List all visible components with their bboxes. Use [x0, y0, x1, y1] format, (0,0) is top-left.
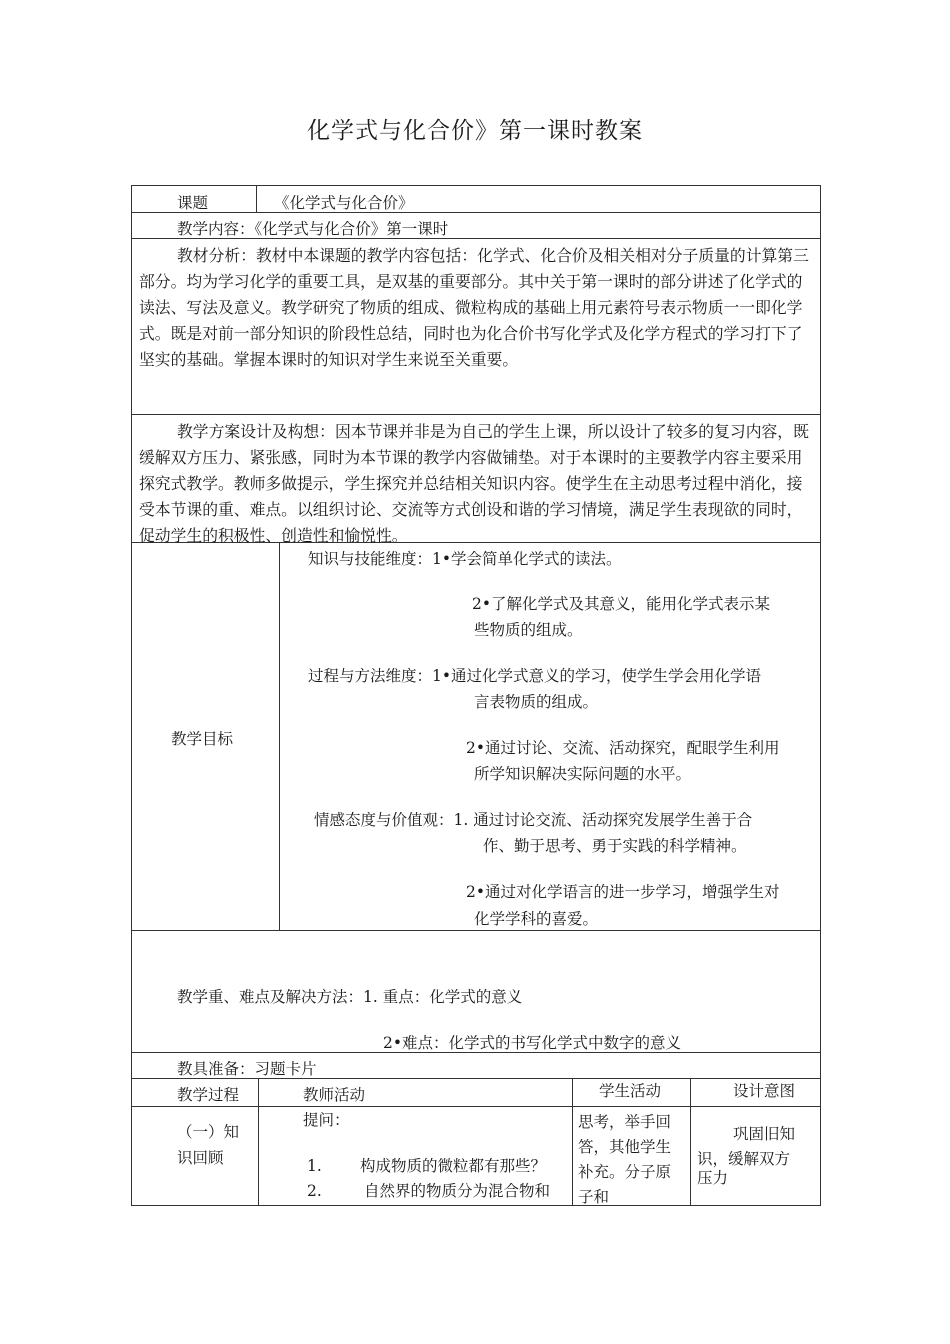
- page-title: 化学式与化合价》第一课时教案: [307, 118, 643, 144]
- design-concept: 教学方案设计及构想：因本节课并非是为自己的学生上课，所以设计了较多的复习内容，既缓解双方压力、紧张感，同时为本节课的教学内容做铺垫。对于本课时的主要教学内容主要采用探究式教学。教师多做提示，学生探究并总结相关知识内容。使学生在主动思考过程中消化，接受本节课的重、难点。以组织讨论、交流等方式创设和谐的学习情境，满足学生表现欲的同时，促动学生的积极性、创造性和愉悦性。: [139, 422, 809, 545]
- row-divider: [131, 930, 821, 931]
- header-process: 教学过程: [177, 1086, 240, 1104]
- question-2-number: 2.: [307, 1182, 322, 1200]
- goal-knowledge-1: 知识与技能维度：1•学会简单化学式的读法。: [308, 550, 622, 568]
- topic-value: 《化学式与化合价》: [274, 194, 414, 212]
- teaching-content: 教学内容：《化学式与化合价》第一课时: [177, 220, 449, 238]
- goal-emotion-1a: 情感态度与价值观：1. 通过讨论交流、活动探究发展学生善于合: [314, 811, 753, 829]
- goal-process-2a: 2•通过讨论、交流、活动探究，配眼学生利用: [466, 739, 780, 757]
- goal-emotion-2a: 2•通过对化学语言的进一步学习，增强学生对: [466, 883, 780, 901]
- teaching-tools: 教具准备：习题卡片: [177, 1060, 317, 1078]
- topic-label: 课题: [177, 194, 209, 212]
- stage-label-a: （一）知: [177, 1123, 240, 1141]
- row-divider: [131, 414, 821, 415]
- col-divider: [258, 1078, 259, 1206]
- header-teacher: 教师活动: [303, 1086, 366, 1104]
- col-divider: [256, 185, 257, 212]
- teacher-ask: 提问：: [303, 1111, 350, 1129]
- textbook-analysis: 教材分析：教材中本课题的教学内容包括：化学式、化合价及相关相对分子质量的计算第三部分。均为学习化学的重要工具，是双基的重要部分。其中关于第一课时的部分讲述了化学式的读法、写法及意义。教学研究了物质的组成、微粒构成的基础上用元素符号表示物质一一即化学式。既是对前一部分知识的阶段性总结，同时也为化合价书写化学式及化学方程式的学习打下了坚实的基础。掌握本课时的知识对学生来说至关重要。: [139, 246, 809, 369]
- design-intent-line: 识，缓解双方: [697, 1150, 791, 1168]
- student-activity-line: 思考，举手回: [578, 1113, 672, 1131]
- goal-process-1b: 言表物质的组成。: [474, 693, 599, 711]
- student-activity-line: 子和: [578, 1188, 610, 1206]
- key-points-line-1: 教学重、难点及解决方法：1. 重点：化学式的意义: [177, 988, 523, 1006]
- key-points-line-2: 2•难点：化学式的书写化学式中数字的意义: [383, 1034, 682, 1052]
- row-divider: [131, 212, 821, 213]
- question-2-text: 自然界的物质分为混合物和: [364, 1182, 551, 1200]
- goal-emotion-1b: 作、勤于思考、勇于实践的科学精神。: [483, 837, 747, 855]
- student-activity-line: 答，其他学生: [578, 1138, 672, 1156]
- question-1-text: 构成物质的微粒都有那些？: [360, 1157, 547, 1175]
- stage-label-b: 识回顾: [177, 1149, 224, 1167]
- header-intent: 设计意图: [733, 1082, 796, 1100]
- goal-process-2b: 所学知识解决实际问题的水平。: [474, 765, 692, 783]
- goals-label: 教学目标: [171, 730, 234, 748]
- col-divider: [279, 542, 280, 930]
- design-intent-line: 压力: [697, 1169, 729, 1187]
- question-1-number: 1.: [307, 1157, 322, 1175]
- goal-emotion-2b: 化学学科的喜爱。: [474, 910, 599, 928]
- design-intent-line: 巩固旧知: [733, 1125, 796, 1143]
- student-activity-line: 补充。分子原: [578, 1163, 672, 1181]
- col-divider: [690, 1078, 691, 1206]
- goal-process-1a: 过程与方法维度：1•通过化学式意义的学习，使学生学会用化学语: [308, 667, 762, 685]
- goal-knowledge-2b: 些物质的组成。: [474, 621, 583, 639]
- row-divider: [131, 1106, 821, 1107]
- col-divider: [572, 1078, 573, 1206]
- goal-knowledge-2a: 2•了解化学式及其意义，能用化学式表示某: [472, 595, 771, 613]
- header-student: 学生活动: [599, 1082, 662, 1100]
